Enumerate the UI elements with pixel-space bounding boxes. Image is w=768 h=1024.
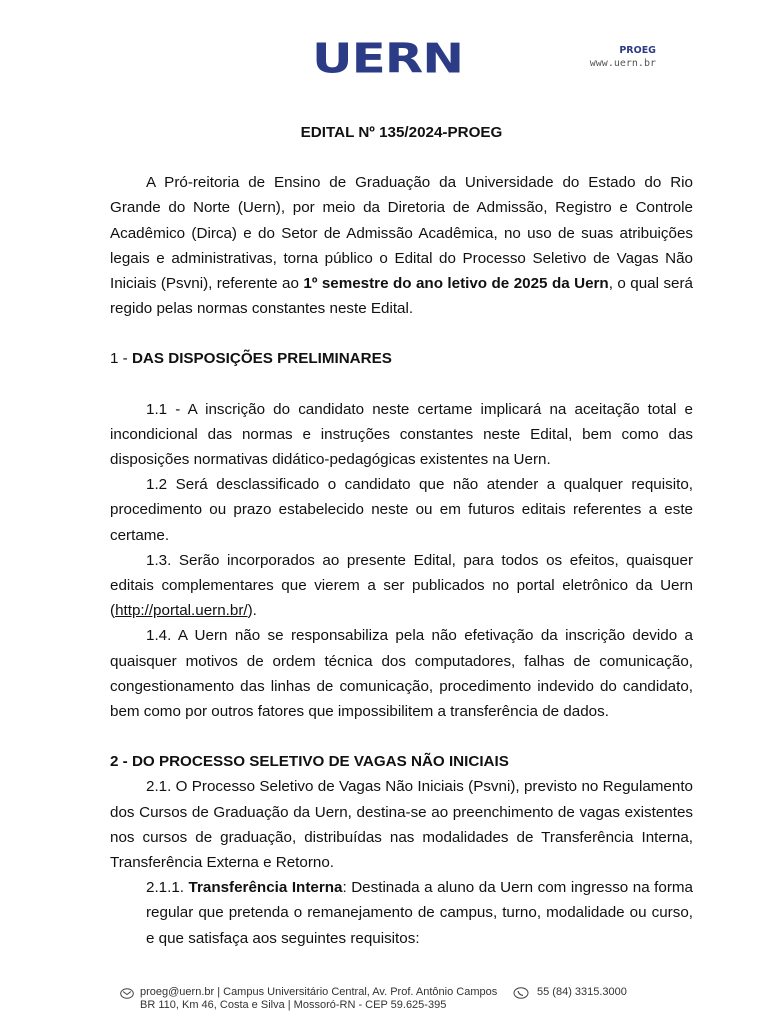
header-website: www.uern.br [589,58,656,69]
paragraph-1-2: 1.2 Será desclassificado o candidato que não atender a qualquer requisito, procedimento ou prazo estabelecido neste ou em futuros editais referentes a este certame. [110,476,693,544]
footer-row-1 [120,986,680,999]
paragraph-2-1-1 [110,875,693,951]
intro-text-2: , o qual será regido pelas normas constantes neste Edital. [110,275,693,318]
section1-prefix: 1 - [110,350,132,368]
footer-phone [513,986,627,999]
document-title: EDITAL Nº 135/2024-PROEG [300,124,503,141]
page-footer [120,986,680,1012]
p2-1-1-bold: Transferência Interna [188,879,343,897]
paragraph-2-1: 2.1. O Processo Seletivo de Vagas Não Iniciais (Psvni), previsto no Regulamento dos Cursos de Graduação da Uern, destina-se ao preenchimento de vagas existentes nos cursos de graduação, distribuídas nas modalidades de Transferência Interna, Transferência Externa e Retorno. [110,778,693,872]
p1-3-text-1: 1.3. Serão incorporados ao presente Edital, para todos os efeitos, quaisquer editais complementares que vierem a ser publicados no portal eletrônico da Uern ( [110,551,693,620]
section1-title: DAS DISPOSIÇÕES PRELIMINARES [131,350,392,368]
paragraph-1-3 [110,548,693,624]
paragraph-1-1: 1.1 - A inscrição do candidato neste certame implicará na aceitação total e incondicional das normas e instruções constantes neste Edital, bem como das disposições normativas didático-pedagógicas existentes na Uern. [110,400,693,469]
section1-heading [110,346,693,371]
header-unit: PROEG [619,45,656,56]
portal-link[interactable]: http://portal.uern.br/ [115,602,248,620]
paragraph-1-4: 1.4. A Uern não se responsabiliza pela não efetivação da inscrição devido a quaisquer motivos de ordem técnica dos computadores, falhas de comunicação, congestionamento das linhas de comunicação, procedimento indevido do candidato, bem como por outros fatores que impossibilitem a transferência de dados. [110,627,693,721]
uern-logo: UERN [312,34,464,83]
footer-line-1: proeg@uern.br | Campus Universitário Central, Av. Prof. Antônio Campos [140,986,498,998]
header-info [590,44,656,70]
intro-bold: 1º semestre do ano letivo de 2025 da Uern [303,275,609,293]
intro-paragraph [110,170,693,321]
p2-1-1-text: : Destinada a aluno da Uern com ingresso na forma regular que pretenda o remanejamento de campus, turno, modalidade ou curso, e que satisfaça aos seguintes requisitos: [146,879,694,947]
p1-3-text-2: ). [247,602,257,620]
footer-phone-number: 55 (84) 3315.3000 [537,986,627,998]
document-body [110,120,693,951]
footer-row-2 [120,999,680,1012]
p2-1-1-num: 2.1.1. [146,879,189,897]
footer-line-2: BR 110, Km 46, Costa e Silva | Mossoró-RN - CEP 59.625-395 [140,999,447,1011]
section2-title: 2 - DO PROCESSO SELETIVO DE VAGAS NÃO INICIAIS [110,753,509,771]
intro-text-1: A Pró-reitoria de Ensino de Graduação da Universidade do Estado do Rio Grande do Norte (Uern), por meio da Diretoria de Admissão, Registro e Controle Acadêmico (Dirca) e do Setor de Admissão Acadêmica, no uso de suas atribuições legais e administrativas, torna público o Edital do Processo Seletivo de Vagas Não Iniciais (Psvni), referente ao [110,174,693,293]
section2-heading [110,749,693,774]
